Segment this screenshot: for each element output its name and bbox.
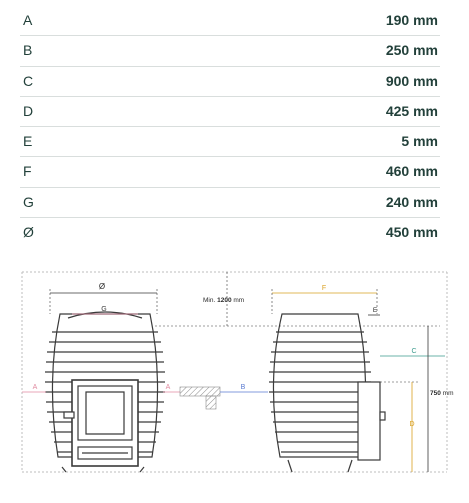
- diameter-label: Ø: [98, 282, 106, 291]
- spec-letter: G: [23, 193, 34, 210]
- d-label: D: [409, 421, 415, 428]
- spec-row-c: [20, 67, 440, 97]
- hatched-wall: [206, 396, 216, 409]
- spec-row-d: [20, 97, 440, 127]
- a-left-label: A: [32, 384, 38, 391]
- spec-row-diameter: [20, 218, 440, 248]
- e-label: E: [372, 307, 378, 314]
- spec-letter: A: [23, 12, 33, 28]
- a-mid-label: A: [165, 384, 171, 391]
- height-750-label: [430, 390, 454, 397]
- b-label: B: [240, 384, 246, 391]
- front-stove: [45, 312, 165, 472]
- spec-value: 425 mm: [385, 102, 438, 119]
- height-750-unit: mm: [442, 390, 454, 397]
- min-unit: mm: [233, 297, 245, 304]
- spec-row-f: [20, 157, 440, 187]
- f-label: F: [321, 285, 327, 292]
- spec-letter: B: [23, 42, 33, 59]
- c-dimension: [380, 348, 445, 356]
- f-dimension: [272, 285, 377, 314]
- spec-letter: E: [23, 133, 33, 150]
- spec-row-a: [20, 6, 440, 36]
- min-prefix: Min.: [203, 297, 216, 304]
- a-left-dimension: [22, 384, 46, 392]
- a-mid-dimension: [163, 384, 180, 392]
- height-750-dimension: [428, 326, 454, 472]
- spec-value: 460 mm: [385, 163, 438, 180]
- spec-row-b: [20, 36, 440, 66]
- spec-row-g: [20, 188, 440, 218]
- spec-value: 190 mm: [385, 12, 438, 28]
- spec-value: 450 mm: [385, 224, 438, 241]
- d-dimension: [380, 382, 420, 472]
- spec-value: 900 mm: [385, 72, 438, 89]
- side-stove: [269, 314, 385, 472]
- spec-value: 5 mm: [401, 133, 438, 150]
- min-clearance-label: [203, 297, 244, 304]
- height-750-value: 750: [430, 390, 441, 397]
- b-dimension: [220, 384, 268, 392]
- e-dimension: [368, 307, 380, 315]
- spec-value: 250 mm: [385, 42, 438, 59]
- hatched-wall: [180, 387, 220, 396]
- spec-letter: D: [23, 102, 34, 119]
- g-label: G: [101, 306, 107, 313]
- spec-letter: F: [23, 163, 32, 180]
- stove-clearance-diagram: [0, 262, 469, 503]
- spec-table: [20, 6, 440, 248]
- spec-row-e: [20, 127, 440, 157]
- min-value: 1200: [217, 297, 232, 304]
- spec-letter: Ø: [23, 224, 34, 241]
- c-label: C: [411, 348, 417, 355]
- spec-letter: C: [23, 72, 34, 89]
- spec-value: 240 mm: [385, 193, 438, 210]
- g-dimension: [72, 306, 138, 314]
